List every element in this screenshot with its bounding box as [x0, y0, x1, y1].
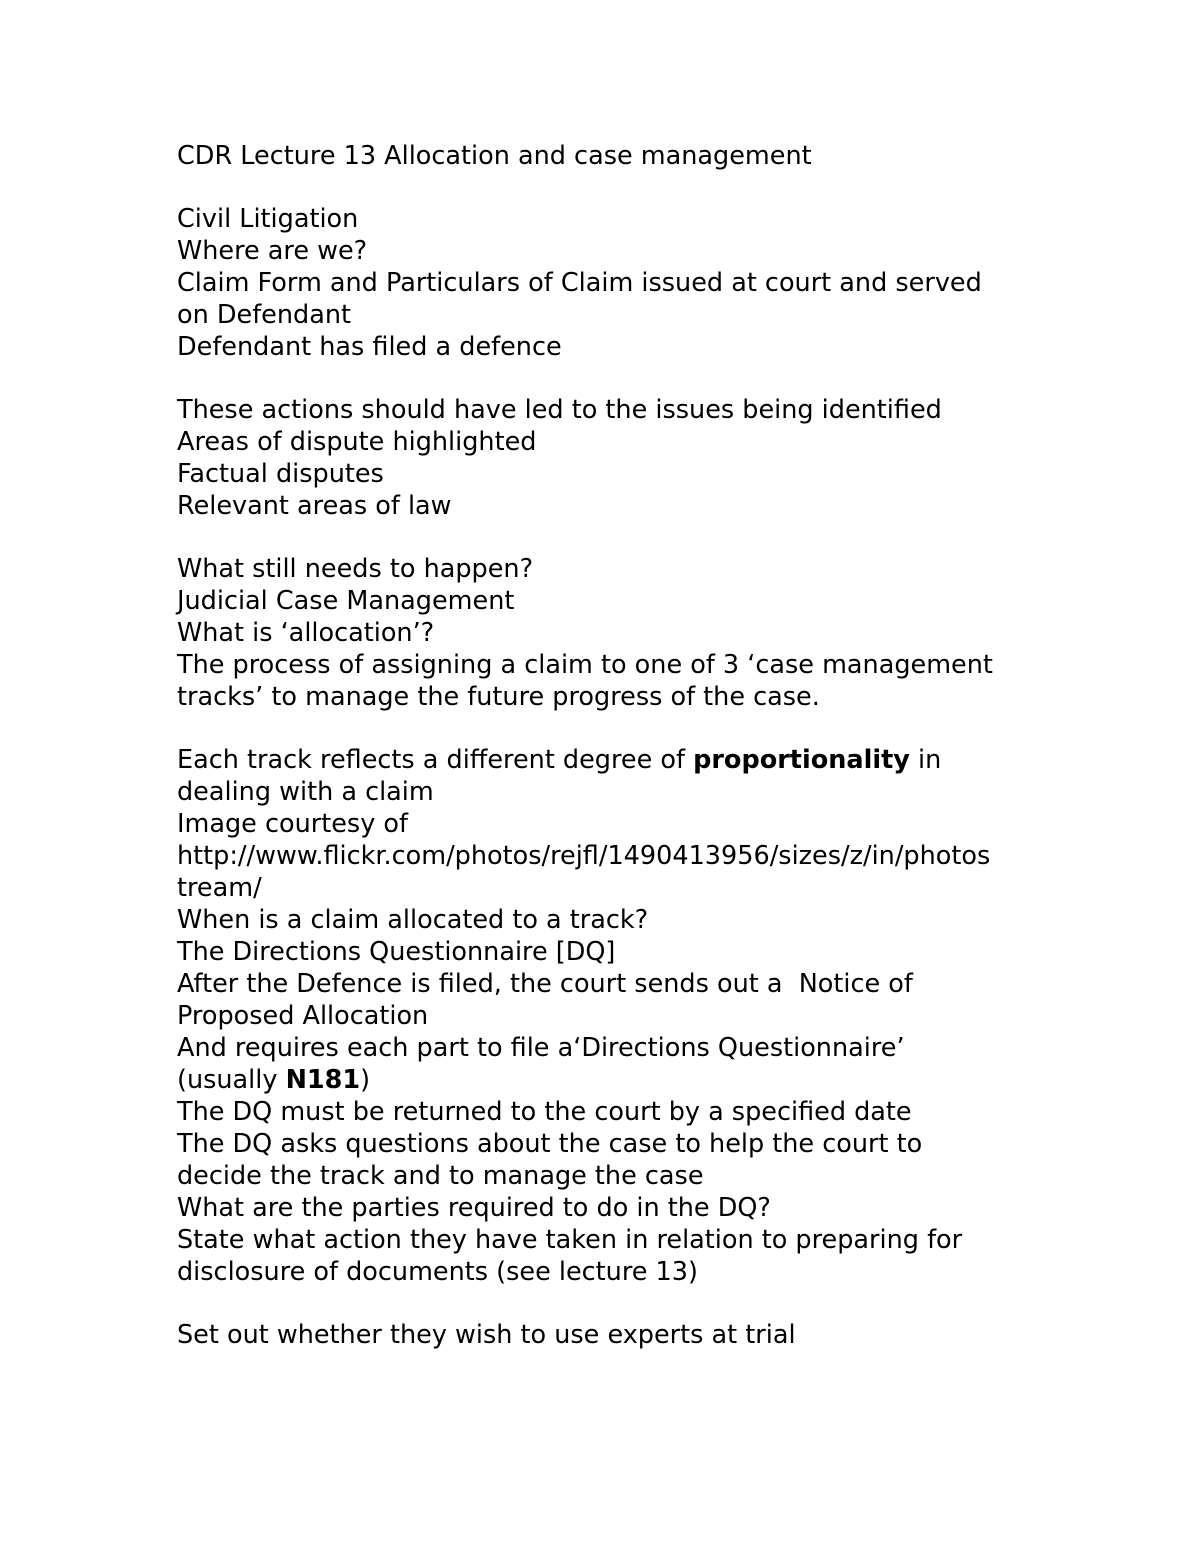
text-line: The process of assigning a claim to one of 3 ‘case management: [177, 650, 993, 680]
image-url: http://www.flickr.com/photos/rejfl/1490413956/sizes/z/in/photos: [177, 841, 991, 871]
text-line: disclosure of documents (see lecture 13): [177, 1257, 698, 1287]
text-run: (usually: [177, 1065, 286, 1095]
image-credit: Image courtesy of: [177, 809, 408, 839]
bold-term-proportionality: proportionality: [693, 745, 910, 775]
blank-line: [177, 172, 1077, 203]
text-line: And requires each part to file a‘Directions Questionnaire’: [177, 1033, 905, 1063]
document-body: [177, 140, 1077, 1351]
text-line: The Directions Questionnaire [DQ]: [177, 937, 616, 967]
blank-line: [177, 363, 1077, 394]
proportionality-line: [177, 744, 1077, 776]
text-line: dealing with a claim: [177, 777, 434, 807]
text-line: tracks’ to manage the future progress of the case.: [177, 682, 820, 712]
n181-line: [177, 1064, 1077, 1096]
text-line: Where are we?: [177, 236, 368, 266]
bold-term-n181: N181: [285, 1065, 361, 1095]
blank-line: [177, 522, 1077, 553]
text-line: When is a claim allocated to a track?: [177, 905, 649, 935]
text-line: Claim Form and Particulars of Claim issued at court and served: [177, 268, 982, 298]
text-line: These actions should have led to the issues being identified: [177, 395, 942, 425]
text-run: Each track reflects a different degree of: [177, 745, 694, 775]
text-line: The DQ asks questions about the case to help the court to: [177, 1129, 923, 1159]
text-line: What are the parties required to do in the DQ?: [177, 1193, 771, 1223]
text-run: ): [360, 1065, 371, 1095]
text-line: Set out whether they wish to use experts at trial: [177, 1320, 796, 1350]
document-title: CDR Lecture 13 Allocation and case management: [177, 141, 812, 171]
text-line: on Defendant: [177, 300, 351, 330]
text-line: Areas of dispute highlighted: [177, 427, 537, 457]
text-line: The DQ must be returned to the court by a specified date: [177, 1097, 912, 1127]
text-line: Judicial Case Management: [177, 586, 515, 616]
text-line: decide the track and to manage the case: [177, 1161, 704, 1191]
text-line: Relevant areas of law: [177, 491, 452, 521]
blank-line: [177, 713, 1077, 744]
text-line: Proposed Allocation: [177, 1001, 429, 1031]
text-run: in: [909, 745, 942, 775]
section-heading: Civil Litigation: [177, 204, 359, 234]
text-line: After the Defence is filed, the court sends out a Notice of: [177, 969, 913, 999]
text-line: What still needs to happen?: [177, 554, 534, 584]
text-line: State what action they have taken in relation to preparing for: [177, 1225, 963, 1255]
text-line: What is ‘allocation’?: [177, 618, 435, 648]
text-line: Factual disputes: [177, 459, 384, 489]
blank-line: [177, 1288, 1077, 1319]
image-url-continued: tream/: [177, 873, 262, 903]
text-line: Defendant has filed a defence: [177, 332, 562, 362]
